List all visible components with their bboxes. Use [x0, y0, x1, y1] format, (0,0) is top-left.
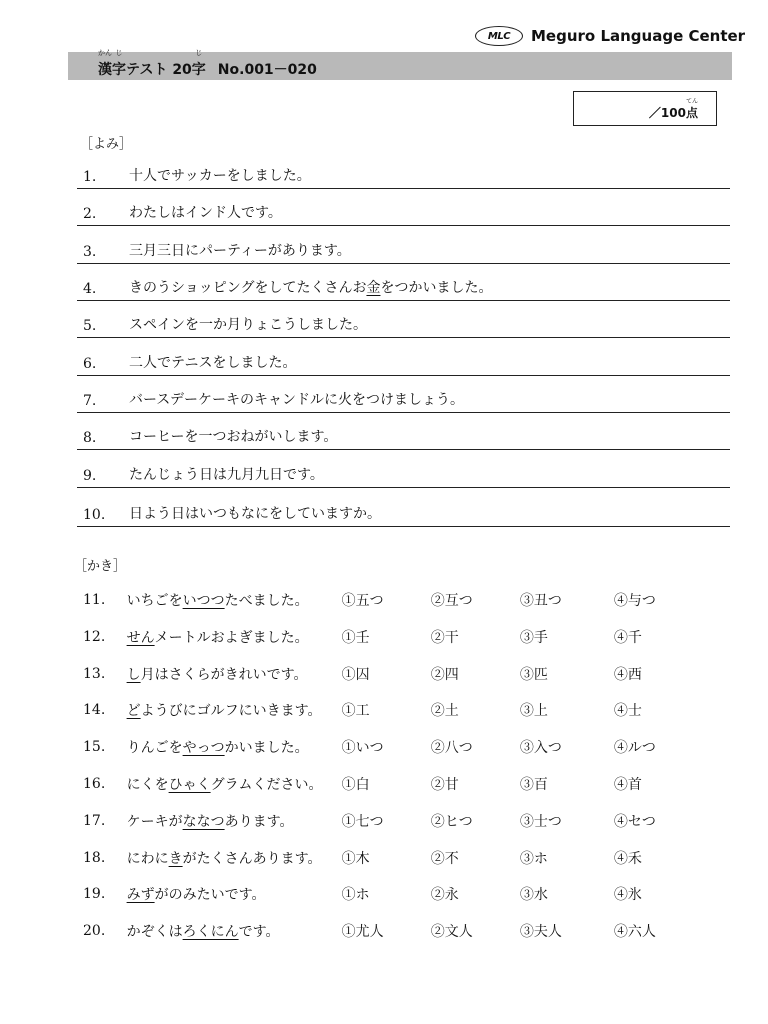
yomi-question-row — [77, 227, 730, 264]
question-text: 日よう日はいつもなにをしていますか。 — [129, 506, 381, 522]
question-text: せんメートルおよぎました。 — [126, 629, 309, 646]
question-number: 3. — [83, 244, 97, 260]
question-text: いちごをいつつたべました。 — [126, 593, 309, 609]
underlined-target: ど — [126, 703, 141, 720]
question-text: かぞくはろくにんです。 — [126, 924, 280, 941]
kaki-question-row — [83, 698, 703, 722]
underlined-target: 金 — [366, 280, 381, 296]
logo — [475, 26, 745, 46]
question-text: わたしはインド人です。 — [129, 205, 282, 221]
answer-option: ④ルつ — [613, 740, 656, 757]
answer-option: ②甘 — [430, 777, 459, 793]
question-number: 12. — [83, 628, 106, 645]
answer-option: ②四 — [430, 666, 459, 683]
kaki-question-row — [83, 588, 703, 612]
answer-option: ③夫人 — [519, 924, 562, 941]
answer-option: ②土 — [430, 703, 459, 720]
answer-option: ②ヒつ — [430, 813, 473, 830]
question-number: 9. — [83, 468, 97, 484]
kaki-question-row — [83, 809, 703, 833]
answer-option: ①尤人 — [341, 924, 384, 941]
score-text: ／100点 てん — [648, 98, 698, 120]
answer-option: ④首 — [613, 777, 642, 793]
answer-option: ③丑つ — [519, 593, 562, 609]
yomi-question-row — [77, 413, 730, 450]
answer-option: ③水 — [519, 887, 548, 904]
underlined-target: いつつ — [182, 593, 225, 609]
question-text: コーヒーを一つおねがいします。 — [129, 429, 338, 445]
yomi-question-row — [77, 451, 730, 488]
question-text: りんごをやっつかいました。 — [126, 740, 309, 757]
question-text: たんじょう日は九月九日です。 — [129, 467, 324, 483]
answer-option: ②文人 — [430, 924, 473, 941]
question-number: 7. — [83, 393, 97, 409]
score-box — [573, 91, 717, 126]
answer-option: ③匹 — [519, 666, 548, 683]
question-text: 三月三日にパーティーがあります。 — [129, 243, 351, 259]
answer-option: ③百 — [519, 777, 548, 793]
underlined-target: し — [126, 666, 141, 683]
question-number: 2. — [83, 206, 97, 222]
kaki-question-row — [83, 625, 703, 649]
answer-option: ④千 — [613, 629, 642, 646]
kaki-question-row — [83, 772, 703, 796]
answer-option: ④氷 — [613, 887, 642, 904]
section-yomi: ［よみ］ — [80, 137, 133, 152]
answer-option: ③上 — [519, 703, 548, 720]
answer-option: ④士 — [613, 703, 642, 720]
title-kan: 漢 かん — [98, 49, 112, 78]
kaki-question-row — [83, 662, 703, 686]
question-text: きのうショッピングをしてたくさんお金をつかいました。 — [129, 280, 493, 296]
answer-option: ④禾 — [613, 850, 642, 867]
question-text: 十人でサッカーをしました。 — [129, 168, 311, 184]
answer-option: ①五つ — [341, 593, 384, 609]
underlined-target: ひゃく — [168, 777, 211, 793]
question-number: 6. — [83, 356, 97, 372]
logo-text: Meguro Language Center — [531, 27, 746, 45]
title-test: テスト 20 — [126, 62, 192, 78]
underlined-target: ななつ — [182, 813, 225, 830]
answer-option: ①囚 — [341, 666, 370, 683]
question-text: バースデーケーキのキャンドルに火をつけましょう。 — [129, 392, 465, 408]
answer-option: ④与つ — [613, 593, 656, 609]
answer-option: ④セつ — [613, 813, 656, 830]
question-text: どようびにゴルフにいきます。 — [126, 703, 322, 720]
answer-option: ①壬 — [341, 629, 370, 646]
question-number: 13. — [83, 665, 106, 682]
answer-option: ②八つ — [430, 740, 473, 757]
underlined-target: せん — [126, 629, 155, 646]
question-number: 20. — [83, 923, 106, 940]
section-kaki: ［かき］ — [74, 559, 127, 574]
question-number: 1. — [83, 169, 97, 185]
question-number: 15. — [83, 739, 106, 756]
yomi-question-row — [77, 264, 730, 301]
question-number: 5. — [83, 318, 97, 334]
yomi-question-row — [77, 490, 730, 527]
question-text: にわにきがたくさんあります。 — [126, 850, 322, 867]
answer-option: ①いつ — [341, 740, 384, 757]
yomi-question-row — [77, 376, 730, 413]
question-text: みずがのみたいです。 — [126, 887, 266, 904]
question-number: 8. — [83, 430, 97, 446]
underlined-target: みず — [126, 887, 155, 904]
question-text: にくをひゃくグラムください。 — [126, 777, 323, 793]
underlined-target: き — [168, 850, 183, 867]
answer-option: ③入つ — [519, 740, 562, 757]
question-number: 17. — [83, 812, 106, 829]
kaki-question-row — [83, 919, 703, 943]
answer-option: ②互つ — [430, 593, 473, 609]
page-title — [98, 49, 317, 79]
kaki-question-row — [83, 735, 703, 759]
title-ji2: 字 じ — [191, 49, 206, 78]
yomi-question-row — [77, 339, 730, 376]
yomi-question-row — [77, 152, 730, 189]
underlined-target: やっつ — [182, 740, 225, 757]
answer-option: ①白 — [341, 777, 370, 793]
question-number: 16. — [83, 776, 106, 792]
logo-badge: MLC — [475, 26, 523, 46]
question-text: し月はさくらがきれいです。 — [126, 666, 308, 683]
yomi-question-row — [77, 301, 730, 338]
title-bar — [68, 49, 732, 80]
answer-option: ①工 — [341, 703, 370, 720]
answer-option: ②不 — [430, 850, 459, 867]
answer-option: ③ホ — [519, 850, 548, 867]
answer-option: ②永 — [430, 887, 459, 904]
yomi-question-row — [77, 189, 730, 226]
question-number: 19. — [83, 886, 106, 903]
answer-option: ①七つ — [341, 813, 384, 830]
answer-option: ③手 — [519, 629, 548, 646]
kaki-question-row — [83, 882, 703, 906]
question-text: ケーキがななつあります。 — [126, 813, 294, 830]
question-number: 4. — [83, 281, 97, 297]
question-number: 11. — [83, 592, 106, 608]
answer-option: ④西 — [613, 666, 642, 683]
question-text: スペインを一か月りょこうしました。 — [129, 317, 367, 333]
underlined-target: ろくにん — [182, 924, 239, 941]
kaki-question-row — [83, 846, 703, 870]
title-ji: 字 じ — [112, 49, 126, 78]
answer-option: ③士つ — [519, 813, 562, 830]
answer-option: ②干 — [430, 629, 459, 646]
answer-option: ④六人 — [613, 924, 656, 941]
question-text: 二人でテニスをしました。 — [129, 355, 297, 371]
question-number: 14. — [83, 702, 106, 719]
title-number: No.001－020 — [217, 62, 317, 78]
question-number: 18. — [83, 849, 106, 866]
question-number: 10. — [83, 507, 106, 523]
answer-option: ①木 — [341, 850, 370, 867]
answer-option: ①ホ — [341, 887, 370, 904]
